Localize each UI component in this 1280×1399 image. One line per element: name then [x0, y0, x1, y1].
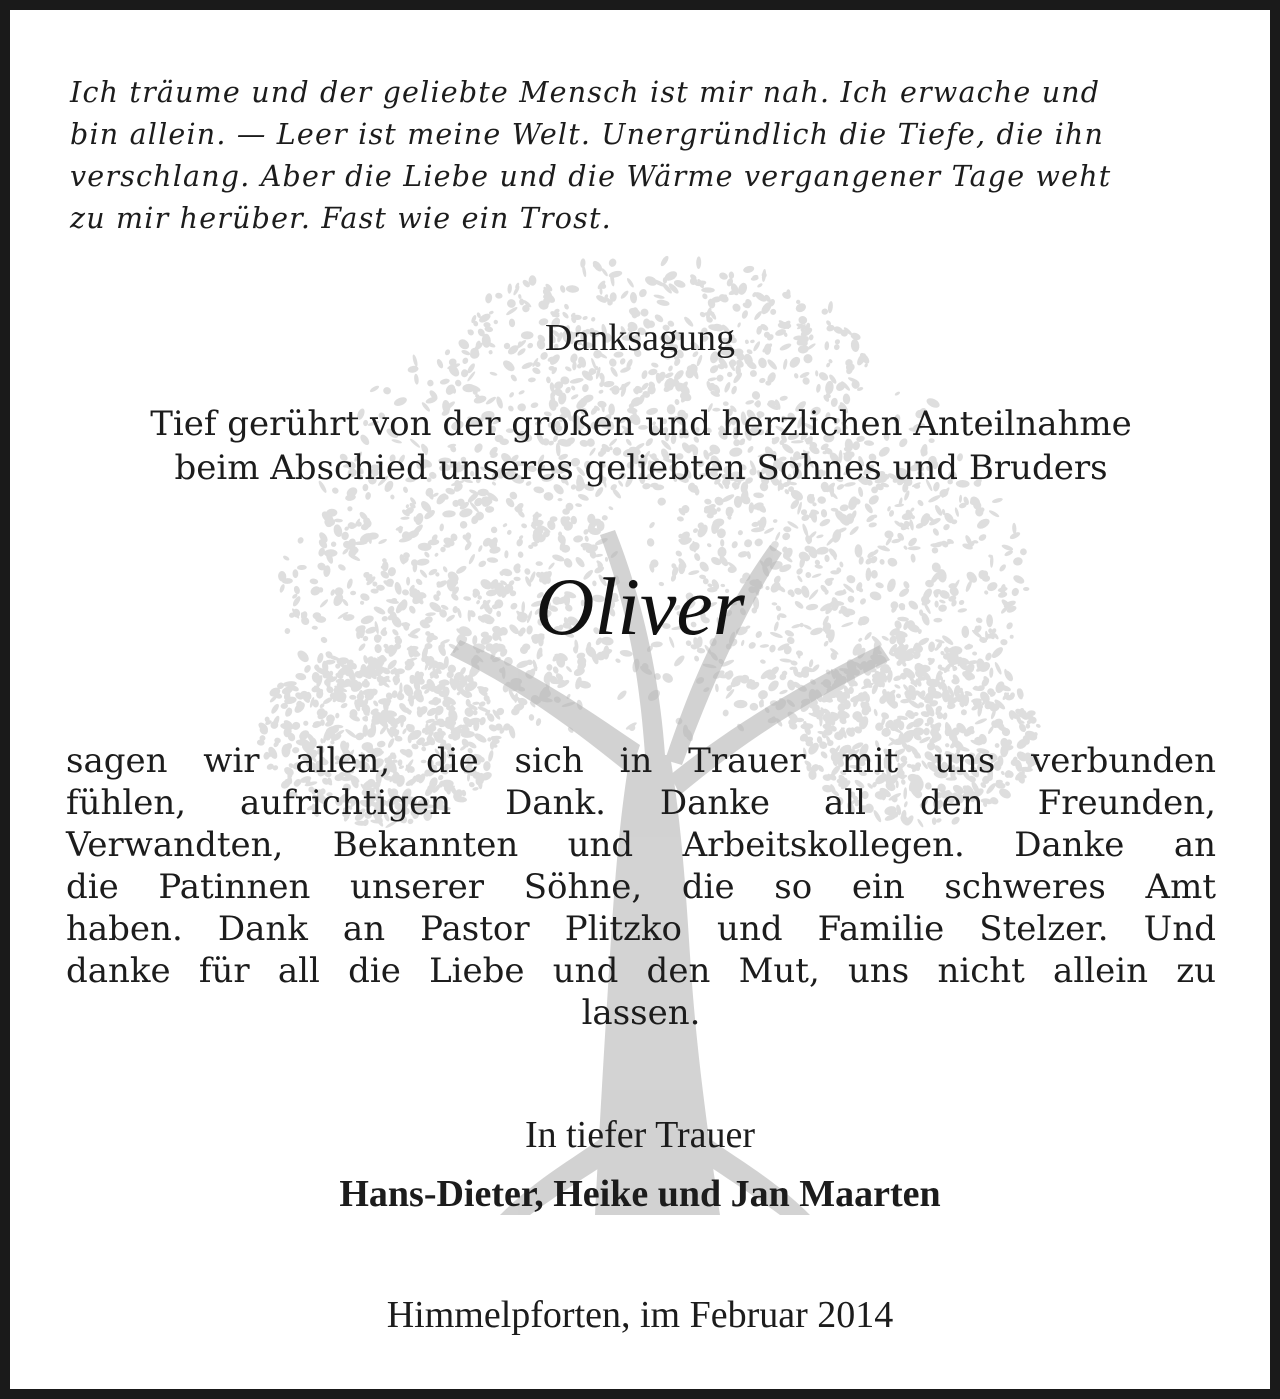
poem-line: verschlang. Aber die Liebe und die Wärme vergangener Tage weht	[70, 160, 1112, 193]
poem-line: Ich träume und der geliebte Mensch ist mir nah. Ich erwache und	[70, 76, 1101, 109]
thanks-line: die Patinnen unserer Söhne, die so ein schweres Amt	[66, 867, 1216, 907]
obituary-content	[10, 10, 1270, 1389]
thanks-line: danke für all die Liebe und den Mut, uns nicht allein zu	[66, 951, 1216, 991]
poem-line: zu mir herüber. Fast wie ein Trost.	[70, 202, 612, 235]
intro-line: beim Abschied unseres geliebten Sohnes und Bruders	[174, 448, 1108, 488]
thanks-line: haben. Dank an Pastor Plitzko und Familie Stelzer. Und	[66, 909, 1216, 949]
memorial-poem	[70, 72, 1220, 240]
place-and-date: Himmelpforten, im Februar 2014	[386, 1294, 894, 1336]
thanks-line: lassen.	[581, 993, 701, 1033]
thanks-text	[66, 740, 1216, 1034]
intro-line: Tief gerührt von der großen und herzlichen Anteilnahme	[150, 404, 1132, 444]
family-names: Hans-Dieter, Heike und Jan Maarten	[339, 1173, 941, 1215]
poem-line: bin allein. — Leer ist meine Welt. Unergründlich die Tiefe, die ihn	[70, 118, 1105, 151]
deceased-name: Oliver	[535, 561, 745, 652]
thanks-line: Verwandten, Bekannten und Arbeitskollegen. Danke an	[66, 825, 1216, 865]
thanks-line: sagen wir allen, die sich in Trauer mit uns verbunden	[66, 741, 1216, 781]
thanks-line: fühlen, aufrichtigen Dank. Danke all den Freunden,	[66, 783, 1216, 823]
intro-text	[66, 402, 1216, 490]
mourning-phrase: In tiefer Trauer	[524, 1114, 756, 1156]
thanks-heading: Danksagung	[545, 317, 735, 359]
